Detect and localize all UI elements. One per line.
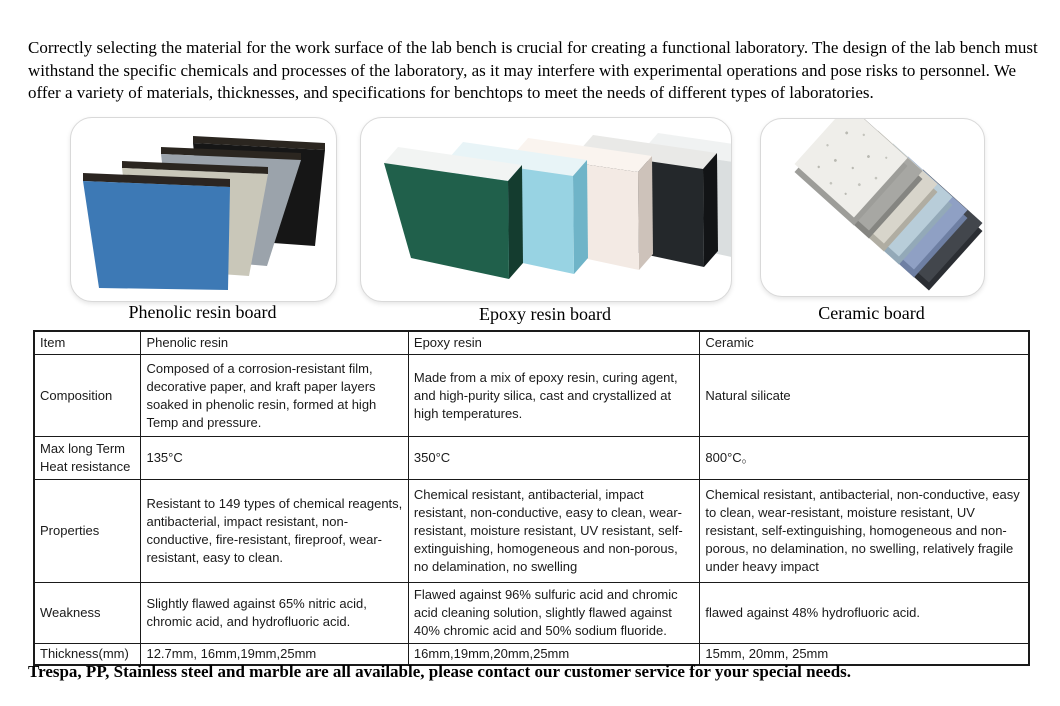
table-row-item [34,331,1029,355]
epoxy-board-illustration [361,118,731,301]
cell-heat-epoxy: 350°C [408,437,700,480]
table-row-properties [34,480,1029,583]
row-label-thickness: Thickness(mm) [34,644,141,666]
cell-properties-ceramic: Chemical resistant, antibacterial, non-conductive, easy to clean, wear-resistant, moisture resistant, UV resistant, self-extinguishing, homogeneous and non-porous, no delamination, no swelling, relatively fragile under heavy impact [700,480,1029,583]
cell-item-ceramic: Ceramic [700,331,1029,355]
cell-item-epoxy: Epoxy resin [408,331,700,355]
ceramic-board-illustration [761,119,984,296]
materials-comparison-table [33,330,1030,666]
intro-paragraph: Correctly selecting the material for the work surface of the lab bench is crucial for creating a functional laboratory. The design of the lab bench must withstand the specific chemicals and processes of the laboratory, as it may interfere with experimental operations and pose risks to personnel. We offer a variety of materials, thicknesses, and specifications for benchtops to meet the needs of different types of laboratories. [28,38,1038,102]
cell-composition-phenolic: Composed of a corrosion-resistant film, decorative paper, and kraft paper layers soaked in phenolic resin, formed at high Temp and pressure. [141,355,408,437]
row-label-composition: Composition [34,355,141,437]
phenolic-board-caption: Phenolic resin board [128,302,277,322]
table-row-weakness [34,583,1029,644]
row-label-item: Item [34,331,141,355]
ceramic-board-caption: Ceramic board [818,303,925,323]
board-blue [83,173,230,290]
table-row-heat-resistance [34,437,1029,480]
epoxy-board-caption: Epoxy resin board [479,304,611,324]
cell-heat-ceramic: 800°C。 [700,437,1029,480]
row-label-properties: Properties [34,480,141,583]
epoxy-board-image [360,117,732,302]
ceramic-board-image [760,118,985,297]
cell-composition-epoxy: Made from a mix of epoxy resin, curing agent, and high-purity silica, cast and crystallized at high temperatures. [408,355,700,437]
cell-weakness-epoxy: Flawed against 96% sulfuric acid and chromic acid cleaning solution, slightly flawed against 40% chromic acid and 50% sodium fluoride. [408,583,700,644]
slab-green [384,147,523,279]
cell-heat-phenolic: 135°C [141,437,408,480]
cell-properties-phenolic: Resistant to 149 types of chemical reagents, antibacterial, impact resistant, non-conductive, fire-resistant, fireproof, wear-resistant, easy to clean. [141,480,408,583]
cell-weakness-ceramic: flawed against 48% hydrofluoric acid. [700,583,1029,644]
cell-composition-ceramic: Natural silicate [700,355,1029,437]
cell-thickness-epoxy: 16mm,19mm,20mm,25mm [408,644,700,666]
table-row-composition [34,355,1029,437]
cell-item-phenolic: Phenolic resin [141,331,408,355]
cell-properties-epoxy: Chemical resistant, antibacterial, impact resistant, non-conductive, easy to clean, wear-resistant, moisture resistant, UV resistant, self-extinguishing, homogeneous and non-porous, no delamination, no swelling [408,480,700,583]
cell-thickness-phenolic: 12.7mm, 16mm,19mm,25mm [141,644,408,666]
availability-note: Trespa, PP, Stainless steel and marble are all available, please contact our customer service for your special needs. [28,662,852,681]
cell-thickness-ceramic: 15mm, 20mm, 25mm [700,644,1029,666]
phenolic-board-image [70,117,337,302]
phenolic-board-illustration [71,118,336,301]
row-label-heat-resistance: Max long Term Heat resistance [34,437,141,480]
row-label-weakness: Weakness [34,583,141,644]
cell-weakness-phenolic: Slightly flawed against 65% nitric acid, chromic acid, and hydrofluoric acid. [141,583,408,644]
